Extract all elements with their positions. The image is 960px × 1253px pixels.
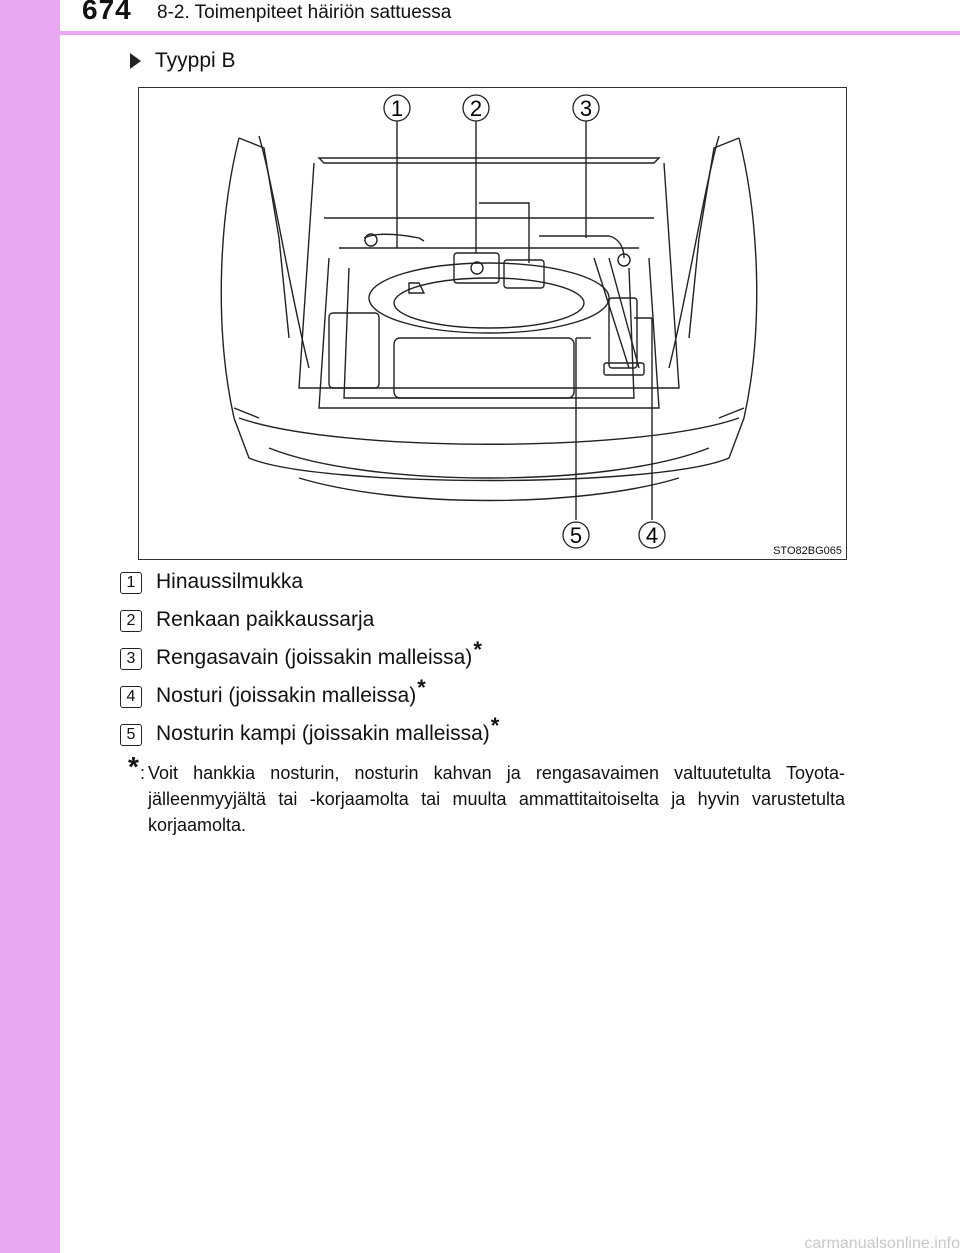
legend-item bbox=[120, 637, 482, 672]
number-badge: 5 bbox=[120, 724, 142, 746]
number-badge: 4 bbox=[120, 686, 142, 708]
trunk-illustration bbox=[138, 87, 847, 560]
trunk-line-drawing bbox=[139, 88, 845, 558]
figure-code: STO82BG065 bbox=[773, 545, 842, 557]
watermark: carmanualsonline.info bbox=[804, 1235, 960, 1252]
footnote bbox=[120, 751, 845, 838]
callout-4: 4 bbox=[645, 523, 659, 548]
asterisk-mark: * bbox=[473, 637, 482, 662]
side-color-strip bbox=[0, 0, 60, 1253]
legend-item bbox=[120, 608, 375, 632]
footnote-asterisk: * bbox=[128, 751, 139, 782]
number-badge: 3 bbox=[120, 648, 142, 670]
legend-item bbox=[120, 570, 304, 594]
page-number: 674 bbox=[82, 0, 132, 25]
legend-label: Renkaan paikkaussarja bbox=[156, 608, 375, 631]
legend-item bbox=[120, 675, 426, 710]
section-title: Tyyppi B bbox=[155, 49, 236, 72]
callout-5: 5 bbox=[569, 523, 583, 548]
asterisk-mark: * bbox=[417, 675, 426, 700]
number-badge: 1 bbox=[120, 572, 142, 594]
chapter-title: 8-2. Toimenpiteet häiriön sattuessa bbox=[157, 2, 452, 23]
footnote-colon: : bbox=[140, 763, 146, 783]
section-heading bbox=[130, 49, 236, 73]
footnote-text: Voit hankkia nosturin, nosturin kahvan ja rengasavaimen valtuutetulta Toyota-jälleenmyyjältä tai -korjaamolta tai muulta ammattitaitoiselta ja hyvin varustetulta korjaamolta. bbox=[148, 763, 845, 835]
number-badge: 2 bbox=[120, 610, 142, 632]
callout-2: 2 bbox=[469, 96, 483, 121]
triangle-bullet-icon bbox=[130, 53, 141, 69]
legend-label: Rengasavain (joissakin malleissa) bbox=[156, 646, 473, 669]
callout-1: 1 bbox=[390, 96, 404, 121]
callout-3: 3 bbox=[579, 96, 593, 121]
legend-item bbox=[120, 713, 500, 748]
legend-label: Hinaussilmukka bbox=[156, 570, 304, 593]
legend-label: Nosturin kampi (joissakin malleissa) bbox=[156, 722, 490, 745]
legend-label: Nosturi (joissakin malleissa) bbox=[156, 684, 417, 707]
asterisk-mark: * bbox=[490, 713, 500, 738]
header-rule bbox=[0, 31, 960, 35]
